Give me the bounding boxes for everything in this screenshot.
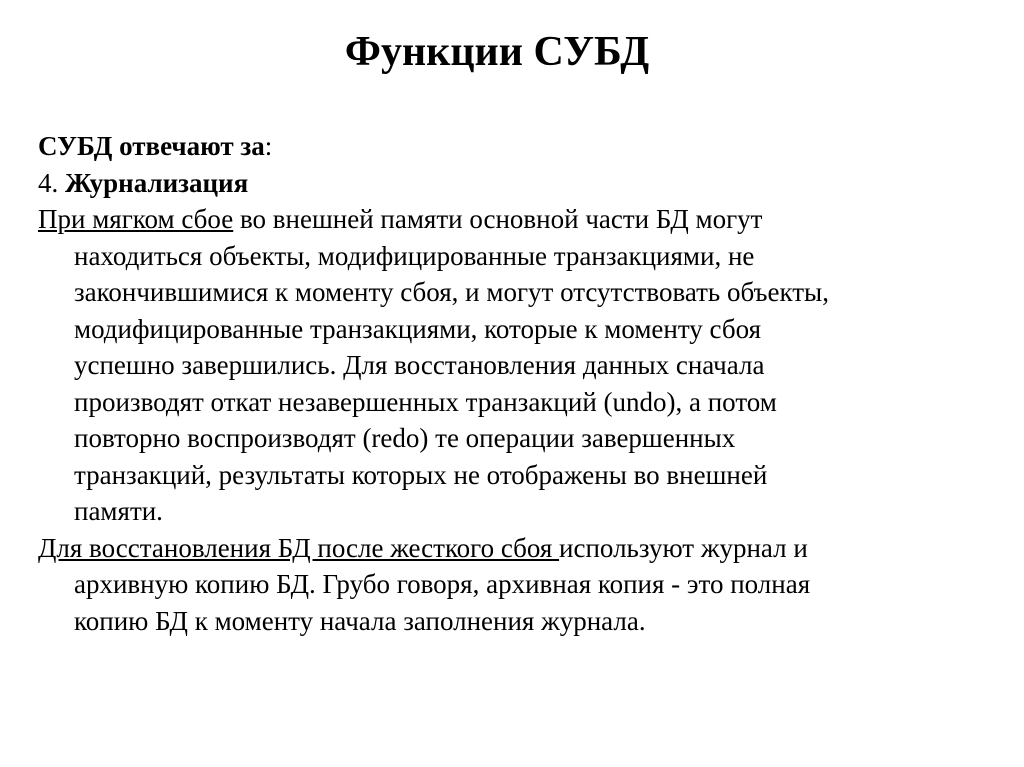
slide-body — [38, 128, 988, 639]
paragraph-first-line — [38, 530, 988, 567]
paragraph-line: модифицированные транзакциями, которые к моменту сбоя — [74, 313, 761, 344]
paragraph-line: памяти. — [74, 496, 163, 526]
paragraph-line: копию БД к моменту начала заполнения журнала. — [74, 605, 646, 636]
soft-failure-term: При мягком сбое — [38, 204, 234, 234]
paragraph-hard-failure — [38, 530, 988, 640]
paragraph-line: успешно завершились. Для восстановления данных сначала — [74, 350, 765, 380]
hard-failure-term: Для восстановления БД после жесткого сбоя — [38, 532, 560, 563]
intro-line — [38, 128, 988, 165]
intro-colon: : — [264, 131, 273, 161]
paragraph-line: производят откат незавершенных транзакций (undo), а потом — [74, 386, 777, 417]
paragraph-text: во внешней памяти основной части БД могут — [233, 204, 763, 234]
item-number: 4. — [38, 167, 65, 198]
paragraph-first-line — [38, 201, 988, 238]
paragraph-line: закончившимися к моменту сбоя, и могут отсутствовать объекты, — [74, 277, 829, 307]
item-heading: Журнализация — [65, 167, 249, 198]
paragraph-line: повторно воспроизводят (redo) те операции завершенных — [74, 423, 736, 453]
paragraph-line: транзакций, результаты которых не отображены во внешней — [74, 459, 768, 490]
paragraph-line: находиться объекты, модифицированные транзакциями, не — [74, 240, 755, 271]
slide-title: Функции СУБД — [344, 29, 650, 75]
paragraph-text: используют журнал и — [559, 532, 808, 563]
paragraph-soft-failure — [38, 201, 988, 530]
intro-text: СУБД отвечают за — [38, 131, 265, 161]
item-heading-line — [38, 165, 988, 202]
paragraph-line: архивную копию БД. Грубо говоря, архивная копия - это полная — [74, 569, 811, 599]
